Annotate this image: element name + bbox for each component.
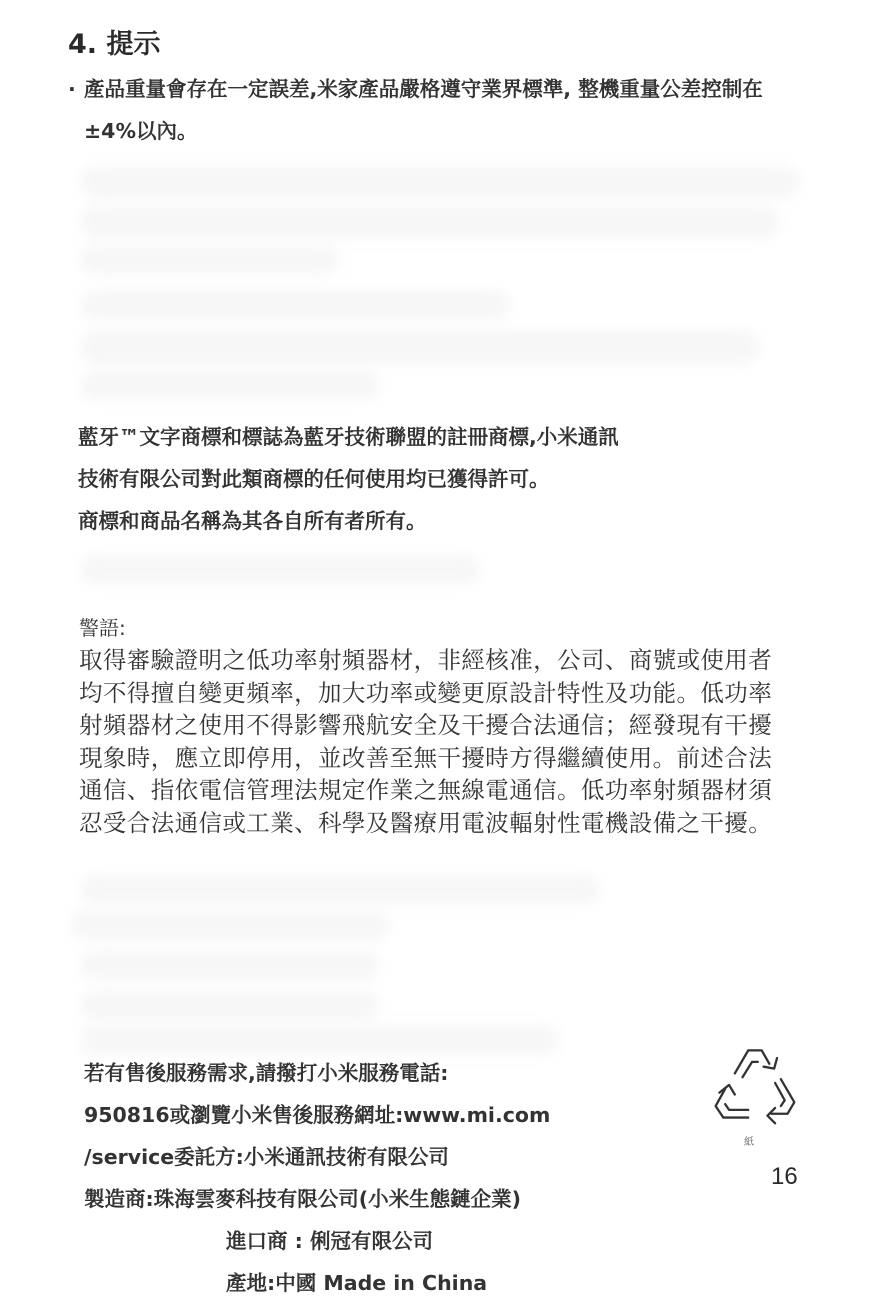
trademark-line: 技術有限公司對此類商標的任何使用均已獲得許可。 <box>78 467 550 491</box>
page-number: 16 <box>771 1163 798 1190</box>
service-line: /service委託方:小米通訊技術有限公司 <box>84 1145 449 1169</box>
bleed-through-smudge <box>80 330 760 364</box>
origin-line: 產地:中國 Made in China <box>226 1271 488 1295</box>
bleed-through-smudge <box>70 910 390 940</box>
bleed-through-smudge <box>80 875 600 905</box>
bleed-through-smudge <box>80 245 340 275</box>
service-line: 製造商:珠海雲麥科技有限公司(小米生態鏈企業) <box>84 1187 521 1211</box>
bleed-through-smudge <box>80 950 380 980</box>
bleed-through-smudge <box>80 1025 560 1055</box>
service-line: 若有售後服務需求,請撥打小米服務電話: <box>84 1061 449 1085</box>
trademark-line: 藍牙™文字商標和標誌為藍牙技術聯盟的註冊商標,小米通訊 <box>78 425 619 449</box>
importer-line: 進口商 : 俐冠有限公司 <box>226 1229 433 1253</box>
tip-item <box>68 68 798 152</box>
bleed-through-smudge <box>80 205 780 239</box>
bullet: · <box>68 77 76 101</box>
warning-section <box>79 612 779 839</box>
bleed-through-smudge <box>80 555 480 585</box>
recycle-label: 紙 <box>744 1137 754 1148</box>
recycle-icon <box>706 1035 802 1131</box>
section-title: 4. 提示 <box>68 29 161 60</box>
trademark-line: 商標和商品名稱為其各自所有者所有。 <box>78 509 427 533</box>
service-line: 950816或瀏覽小米售後服務網址:www.mi.com <box>84 1103 551 1127</box>
warning-body: 取得審驗證明之低功率射頻器材，非經核准，公司、商號或使用者均不得擅自變更頻率，加大功率或變更原設計特性及功能。低功率射頻器材之使用不得影響飛航安全及干擾合法通信；經發現有干擾現象時，應立即停用，並改善至無干擾時方得繼續使用。前述合法通信、指依電信管理法規定作業之無線電通信。低功率射頻器材須忍受合法通信或工業、科學及醫療用電波輻射性電機設備之干擾。 <box>79 646 773 837</box>
bleed-through-smudge <box>80 290 510 320</box>
bleed-through-smudge <box>80 165 800 199</box>
tip-text: 產品重量會存在一定誤差,米家產品嚴格遵守業界標準, 整機重量公差控制在±4%以內。 <box>84 77 763 143</box>
service-info <box>84 1052 684 1304</box>
trademark-notice <box>78 416 798 542</box>
bleed-through-smudge <box>80 990 380 1020</box>
warning-label: 警語: <box>79 616 126 640</box>
bleed-through-smudge <box>80 370 380 400</box>
